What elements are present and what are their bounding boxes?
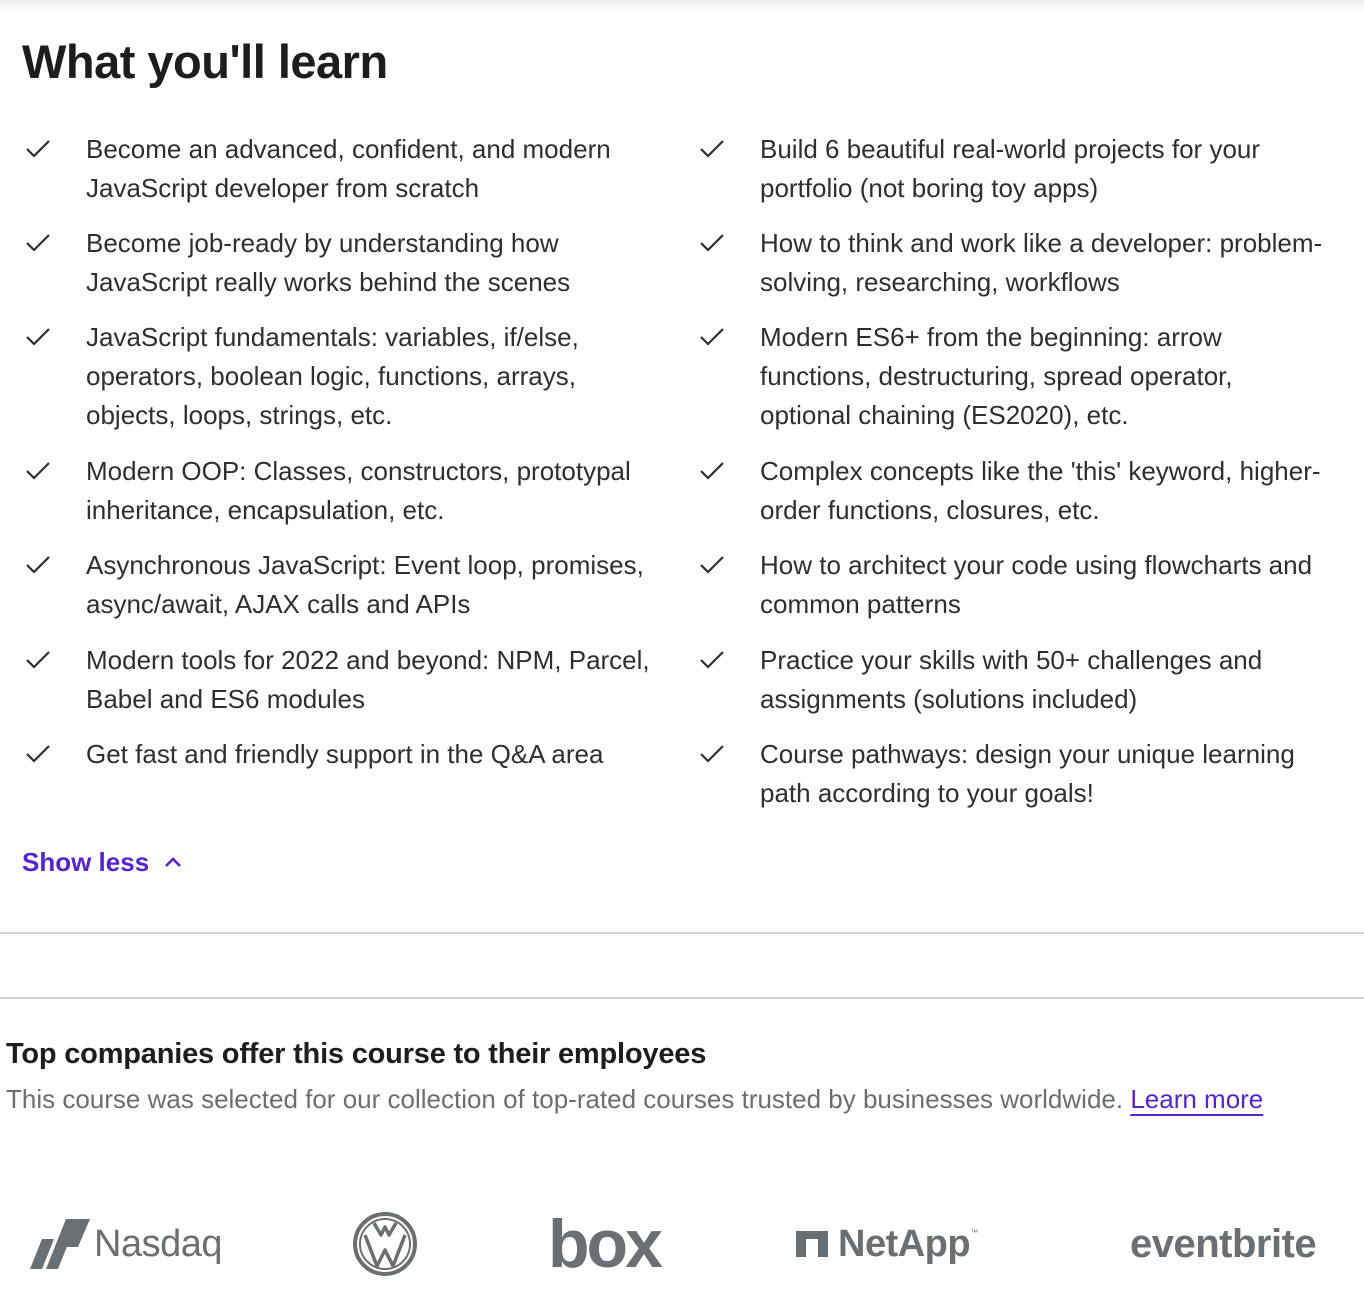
learn-item-text: Complex concepts like the 'this' keyword, higher-order functions, closures, etc.: [760, 456, 1321, 525]
check-icon: [699, 139, 725, 159]
nasdaq-logo: [30, 1206, 222, 1282]
volkswagen-logo-icon: [352, 1211, 418, 1277]
learn-item-text: Get fast and friendly support in the Q&A area: [86, 739, 604, 769]
learn-section-title: What you'll learn: [22, 35, 388, 88]
learn-item-text: Become an advanced, confident, and modern JavaScript developer from scratch: [86, 134, 611, 203]
eventbrite-logo-text: eventbrite: [1130, 1221, 1317, 1266]
chevron-up-icon: [163, 855, 183, 869]
check-icon: [699, 555, 725, 575]
top-shadow: [0, 0, 1364, 10]
learn-item-text: How to think and work like a developer: problem-solving, researching, workflows: [760, 228, 1323, 297]
section-divider: [0, 997, 1364, 999]
learn-item-text: How to architect your code using flowcharts and common patterns: [760, 550, 1313, 619]
check-icon: [25, 555, 51, 575]
nasdaq-logo-text: Nasdaq: [94, 1222, 222, 1265]
learn-item-text: Modern ES6+ from the beginning: arrow functions, destructuring, spread operator, optional chaining (ES2020), etc.: [760, 322, 1233, 430]
check-icon: [25, 233, 51, 253]
learn-item-text: Asynchronous JavaScript: Event loop, promises, async/await, AJAX calls and APIs: [86, 550, 644, 619]
eventbrite-logo: [1130, 1206, 1316, 1282]
volkswagen-logo: [352, 1206, 418, 1282]
netapp-mark-icon: [796, 1229, 830, 1259]
check-icon: [25, 139, 51, 159]
trademark-icon: ™: [970, 1228, 979, 1237]
check-icon: [25, 327, 51, 347]
check-icon: [699, 327, 725, 347]
check-icon: [699, 650, 725, 670]
learn-item-text: Become job-ready by understanding how JavaScript really works behind the scenes: [86, 228, 571, 297]
check-icon: [25, 461, 51, 481]
learn-item-text: JavaScript fundamentals: variables, if/else, operators, boolean logic, functions, arrays, objects, loops, strings, etc.: [86, 322, 579, 430]
learn-item-text: Practice your skills with 50+ challenges and assignments (solutions included): [760, 645, 1263, 714]
learn-item-text: Modern tools for 2022 and beyond: NPM, Parcel, Babel and ES6 modules: [86, 645, 650, 714]
learn-item-text: Build 6 beautiful real-world projects for your portfolio (not boring toy apps): [760, 134, 1261, 203]
top-companies-title: Top companies offer this course to their employees: [6, 1038, 707, 1070]
box-logo: [548, 1206, 660, 1282]
check-icon: [699, 233, 725, 253]
box-logo-text: box: [548, 1206, 660, 1282]
netapp-logo: [796, 1206, 978, 1282]
check-icon: [25, 650, 51, 670]
section-divider: [0, 932, 1364, 934]
check-icon: [699, 461, 725, 481]
learn-item-text: Modern OOP: Classes, constructors, prototypal inheritance, encapsulation, etc.: [86, 456, 631, 525]
show-less-label: Show less: [22, 846, 150, 877]
learn-more-link[interactable]: Learn more: [1130, 1084, 1264, 1114]
show-less-button[interactable]: [22, 842, 183, 882]
top-companies-description-text: This course was selected for our collection of top-rated courses trusted by businesses worldwide.: [6, 1084, 1131, 1114]
top-companies-description: [6, 1080, 1326, 1119]
nasdaq-mark-icon: [30, 1217, 90, 1271]
learn-item-text: Course pathways: design your unique learning path according to your goals!: [760, 739, 1295, 808]
check-icon: [699, 744, 725, 764]
check-icon: [25, 744, 51, 764]
netapp-logo-text: NetApp: [838, 1222, 971, 1265]
